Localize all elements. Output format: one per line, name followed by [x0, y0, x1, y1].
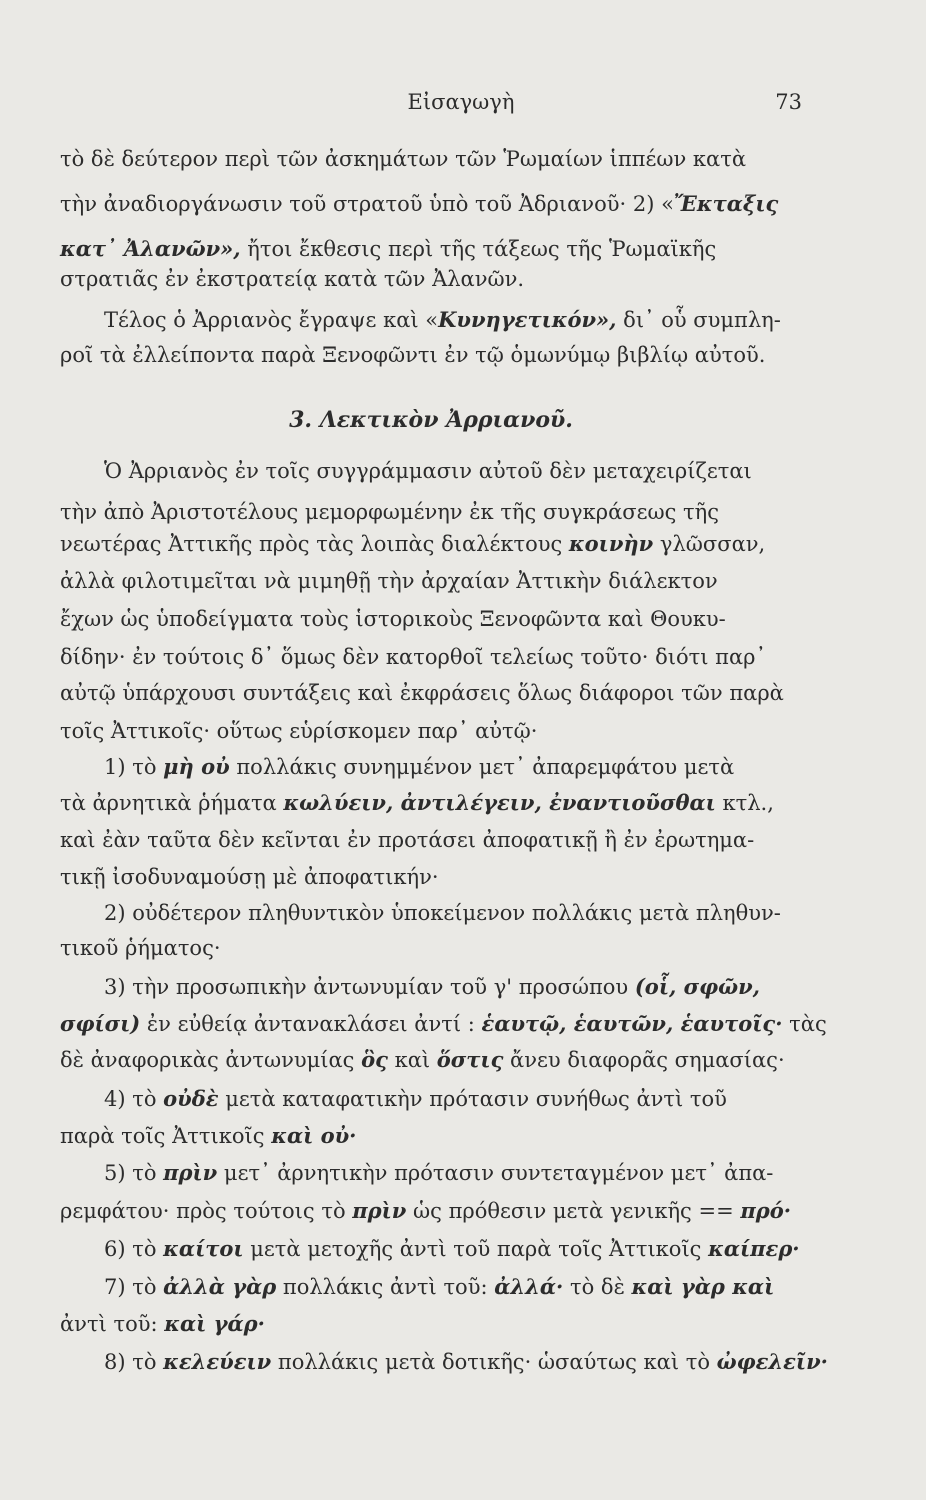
text-span: πολλάκις συνημμένον μετ᾿ ἀπαρεμφάτου μετὰ — [229, 755, 735, 779]
text-line — [60, 1196, 802, 1226]
emphasis-word: κοινὴν — [568, 531, 654, 556]
text-span: τὴν ἀναδιοργάνωσιν τοῦ στρατοῦ ὑπὸ τοῦ Ἀδριανοῦ· 2) « — [60, 192, 674, 216]
emphasis-word: πρὶν — [352, 1198, 407, 1223]
text-line — [60, 340, 802, 370]
text-span: πολλάκις ἀντὶ τοῦ: — [276, 1275, 495, 1299]
text-span: καὶ — [387, 1048, 437, 1072]
running-title: Εἰσαγωγὴ — [407, 90, 515, 114]
text-line — [104, 1084, 802, 1114]
text-line — [60, 1121, 802, 1151]
text-span: τικοῦ ῥήματος· — [60, 936, 221, 960]
text-span: Ὁ Ἀρριανὸς ἐν τοῖς συγγράμμασιν αὐτοῦ δὲν μεταχειρίζεται — [104, 459, 752, 483]
emphasis-word: κελεύειν — [163, 1349, 272, 1374]
emphasis-word: μὴ οὐ — [163, 754, 230, 779]
section-heading: 3. Λεκτικὸν Ἀρριανοῦ. — [289, 407, 573, 433]
emphasis-word: ὠφελεῖν· — [716, 1349, 828, 1374]
text-line — [104, 1158, 802, 1188]
emphasis-word: καὶ γὰρ καὶ — [631, 1274, 775, 1299]
emphasis-word: οὐδὲ — [163, 1086, 219, 1111]
text-line — [60, 264, 802, 294]
text-span: δίδην· ἐν τούτοις δ᾿ ὅμως δὲν κατορθοῖ τελείως τοῦτο· διότι παρ᾿ — [60, 645, 767, 669]
text-line — [60, 1309, 802, 1339]
text-span: κτλ., — [715, 791, 774, 815]
text-span: ὡς πρόθεσιν μετὰ γενικῆς == — [406, 1199, 741, 1223]
emphasis-word: πρό· — [740, 1198, 792, 1223]
title-kynegetikon: Κυνηγετικόν», — [438, 307, 617, 332]
text-span: 3) τὴν προσωπικὴν ἀντωνυμίαν τοῦ γ' προσώπου — [104, 975, 635, 999]
text-span: 5) τὸ — [104, 1161, 164, 1185]
text-span: Τέλος ὁ Ἀρριανὸς ἔγραψε καὶ « — [104, 308, 439, 332]
text-span: 7) τὸ — [104, 1275, 164, 1299]
emphasis-word: κωλύειν, ἀντιλέγειν, ἐναντιοῦσθαι — [283, 790, 716, 815]
text-span: καὶ ἐὰν ταῦτα δὲν κεῖνται ἐν προτάσει ἀποφατικῇ ἢ ἐν ἐρωτημα- — [60, 828, 755, 852]
text-span: ἔχων ὡς ὑποδείγματα τοὺς ἱστορικοὺς Ξενοφῶντα καὶ Θουκυ- — [60, 607, 726, 631]
emphasis-word: καίτοι — [163, 1236, 244, 1261]
text-span: 4) τὸ — [104, 1087, 164, 1111]
text-span: τὰς — [782, 1012, 827, 1036]
text-span: μετὰ μετοχῆς ἀντὶ τοῦ παρὰ τοῖς Ἀττικοῖς — [243, 1237, 709, 1261]
text-span: τὸ δὲ — [563, 1275, 632, 1299]
text-span: πολλάκις μετὰ δοτικῆς· ὡσαύτως καὶ τὸ — [271, 1350, 717, 1374]
text-span: 8) τὸ — [104, 1350, 164, 1374]
text-span: τικῇ ἰσοδυναμούσῃ μὲ ἀποφατικήν· — [60, 865, 439, 889]
text-line — [60, 1045, 802, 1075]
text-line — [60, 144, 802, 174]
text-line — [60, 788, 802, 818]
text-span: ἀλλὰ φιλοτιμεῖται νὰ μιμηθῇ τὴν ἀρχαίαν Ἀττικὴν διάλεκτον — [60, 569, 718, 593]
page-number: 73 — [775, 90, 802, 114]
text-span: ἄνευ διαφορᾶς σημασίας· — [503, 1048, 785, 1072]
text-line — [60, 716, 802, 746]
title-kat-alanon: κατ᾿ Ἀλανῶν», — [60, 236, 241, 261]
text-line — [104, 1234, 802, 1264]
text-span: τὰ ἀρνητικὰ ῥήματα — [60, 791, 284, 815]
text-line — [60, 933, 802, 963]
text-span: 2) οὐδέτερον πληθυντικὸν ὑποκείμενον πολλάκις μετὰ πληθυν- — [104, 901, 781, 925]
emphasis-word: ἑαυτῷ, ἑαυτῶν, ἑαυτοῖς· — [481, 1011, 783, 1036]
text-span: τοῖς Ἀττικοῖς· οὕτως εὑρίσκομεν παρ᾿ αὐτῷ· — [60, 719, 538, 743]
text-span: ἀντὶ τοῦ: — [60, 1312, 165, 1336]
emphasis-word: ὃς — [361, 1047, 388, 1072]
text-span: παρὰ τοῖς Ἀττικοῖς — [60, 1124, 272, 1148]
text-span: δι᾿ οὗ συμπλη- — [616, 308, 781, 332]
text-line — [60, 566, 802, 596]
text-line — [104, 752, 802, 782]
emphasis-word: καὶ οὐ· — [271, 1123, 357, 1148]
text-span: δὲ ἀναφορικὰς ἀντωνυμίας — [60, 1048, 362, 1072]
text-span: γλῶσσαν, — [653, 532, 766, 556]
emphasis-word: καίπερ· — [708, 1236, 800, 1261]
emphasis-word: (οἷ, σφῶν, — [634, 974, 760, 999]
text-line — [60, 1009, 827, 1039]
text-line — [60, 234, 802, 264]
text-span: ἐν εὐθείᾳ ἀντανακλάσει ἀντί : — [140, 1012, 482, 1036]
text-span: 6) τὸ — [104, 1237, 164, 1261]
text-span: ρεμφάτου· πρὸς τούτοις τὸ — [60, 1199, 353, 1223]
text-line — [60, 642, 802, 672]
emphasis-word: καὶ γάρ· — [164, 1311, 265, 1336]
text-span: ροῖ τὰ ἐλλείποντα παρὰ Ξενοφῶντι ἐν τῷ ὁμωνύμῳ βιβλίῳ αὐτοῦ. — [60, 343, 766, 367]
text-line — [104, 972, 802, 1002]
page-header — [60, 90, 802, 126]
text-span: τὴν ἀπὸ Ἀριστοτέλους μεμορφωμένην ἐκ τῆς συγκράσεως τῆς — [60, 500, 719, 524]
text-line — [60, 825, 802, 855]
text-line — [104, 898, 802, 928]
title-ektaxis: Ἔκταξις — [673, 191, 779, 216]
emphasis-word: ὅστις — [436, 1047, 504, 1072]
emphasis-word: σφίσι) — [60, 1011, 141, 1036]
text-line — [60, 678, 802, 708]
text-span: ἤτοι ἔκθεσις περὶ τῆς τάξεως τῆς Ῥωμαϊκῆς — [240, 237, 717, 261]
text-span: μετ᾿ ἀρνητικὴν πρότασιν συντεταγμένον μετ᾿ ἀπα- — [217, 1161, 774, 1185]
text-span: μετὰ καταφατικὴν πρότασιν συνήθως ἀντὶ τοῦ — [218, 1087, 727, 1111]
emphasis-word: ἀλλὰ γὰρ — [163, 1274, 277, 1299]
text-line — [104, 1347, 828, 1377]
text-line — [60, 189, 802, 219]
text-line — [60, 862, 802, 892]
text-line — [104, 305, 802, 335]
text-line — [60, 529, 802, 559]
text-span: αὐτῷ ὑπάρχουσι συντάξεις καὶ ἐκφράσεις ὅλως διάφοροι τῶν παρὰ — [60, 681, 784, 705]
text-line — [60, 497, 802, 527]
text-span: τὸ δὲ δεύτερον περὶ τῶν ἀσκημάτων τῶν Ῥωμαίων ἱππέων κατὰ — [60, 147, 747, 171]
text-line — [104, 456, 802, 486]
text-span: νεωτέρας Ἀττικῆς πρὸς τὰς λοιπὰς διαλέκτους — [60, 532, 569, 556]
text-span: 1) τὸ — [104, 755, 164, 779]
emphasis-word: ἀλλά· — [494, 1274, 564, 1299]
text-line — [104, 1272, 802, 1302]
text-span: στρατιᾶς ἐν ἐκστρατείᾳ κατὰ τῶν Ἀλανῶν. — [60, 267, 525, 291]
emphasis-word: πρὶν — [163, 1160, 218, 1185]
text-line — [60, 604, 802, 634]
